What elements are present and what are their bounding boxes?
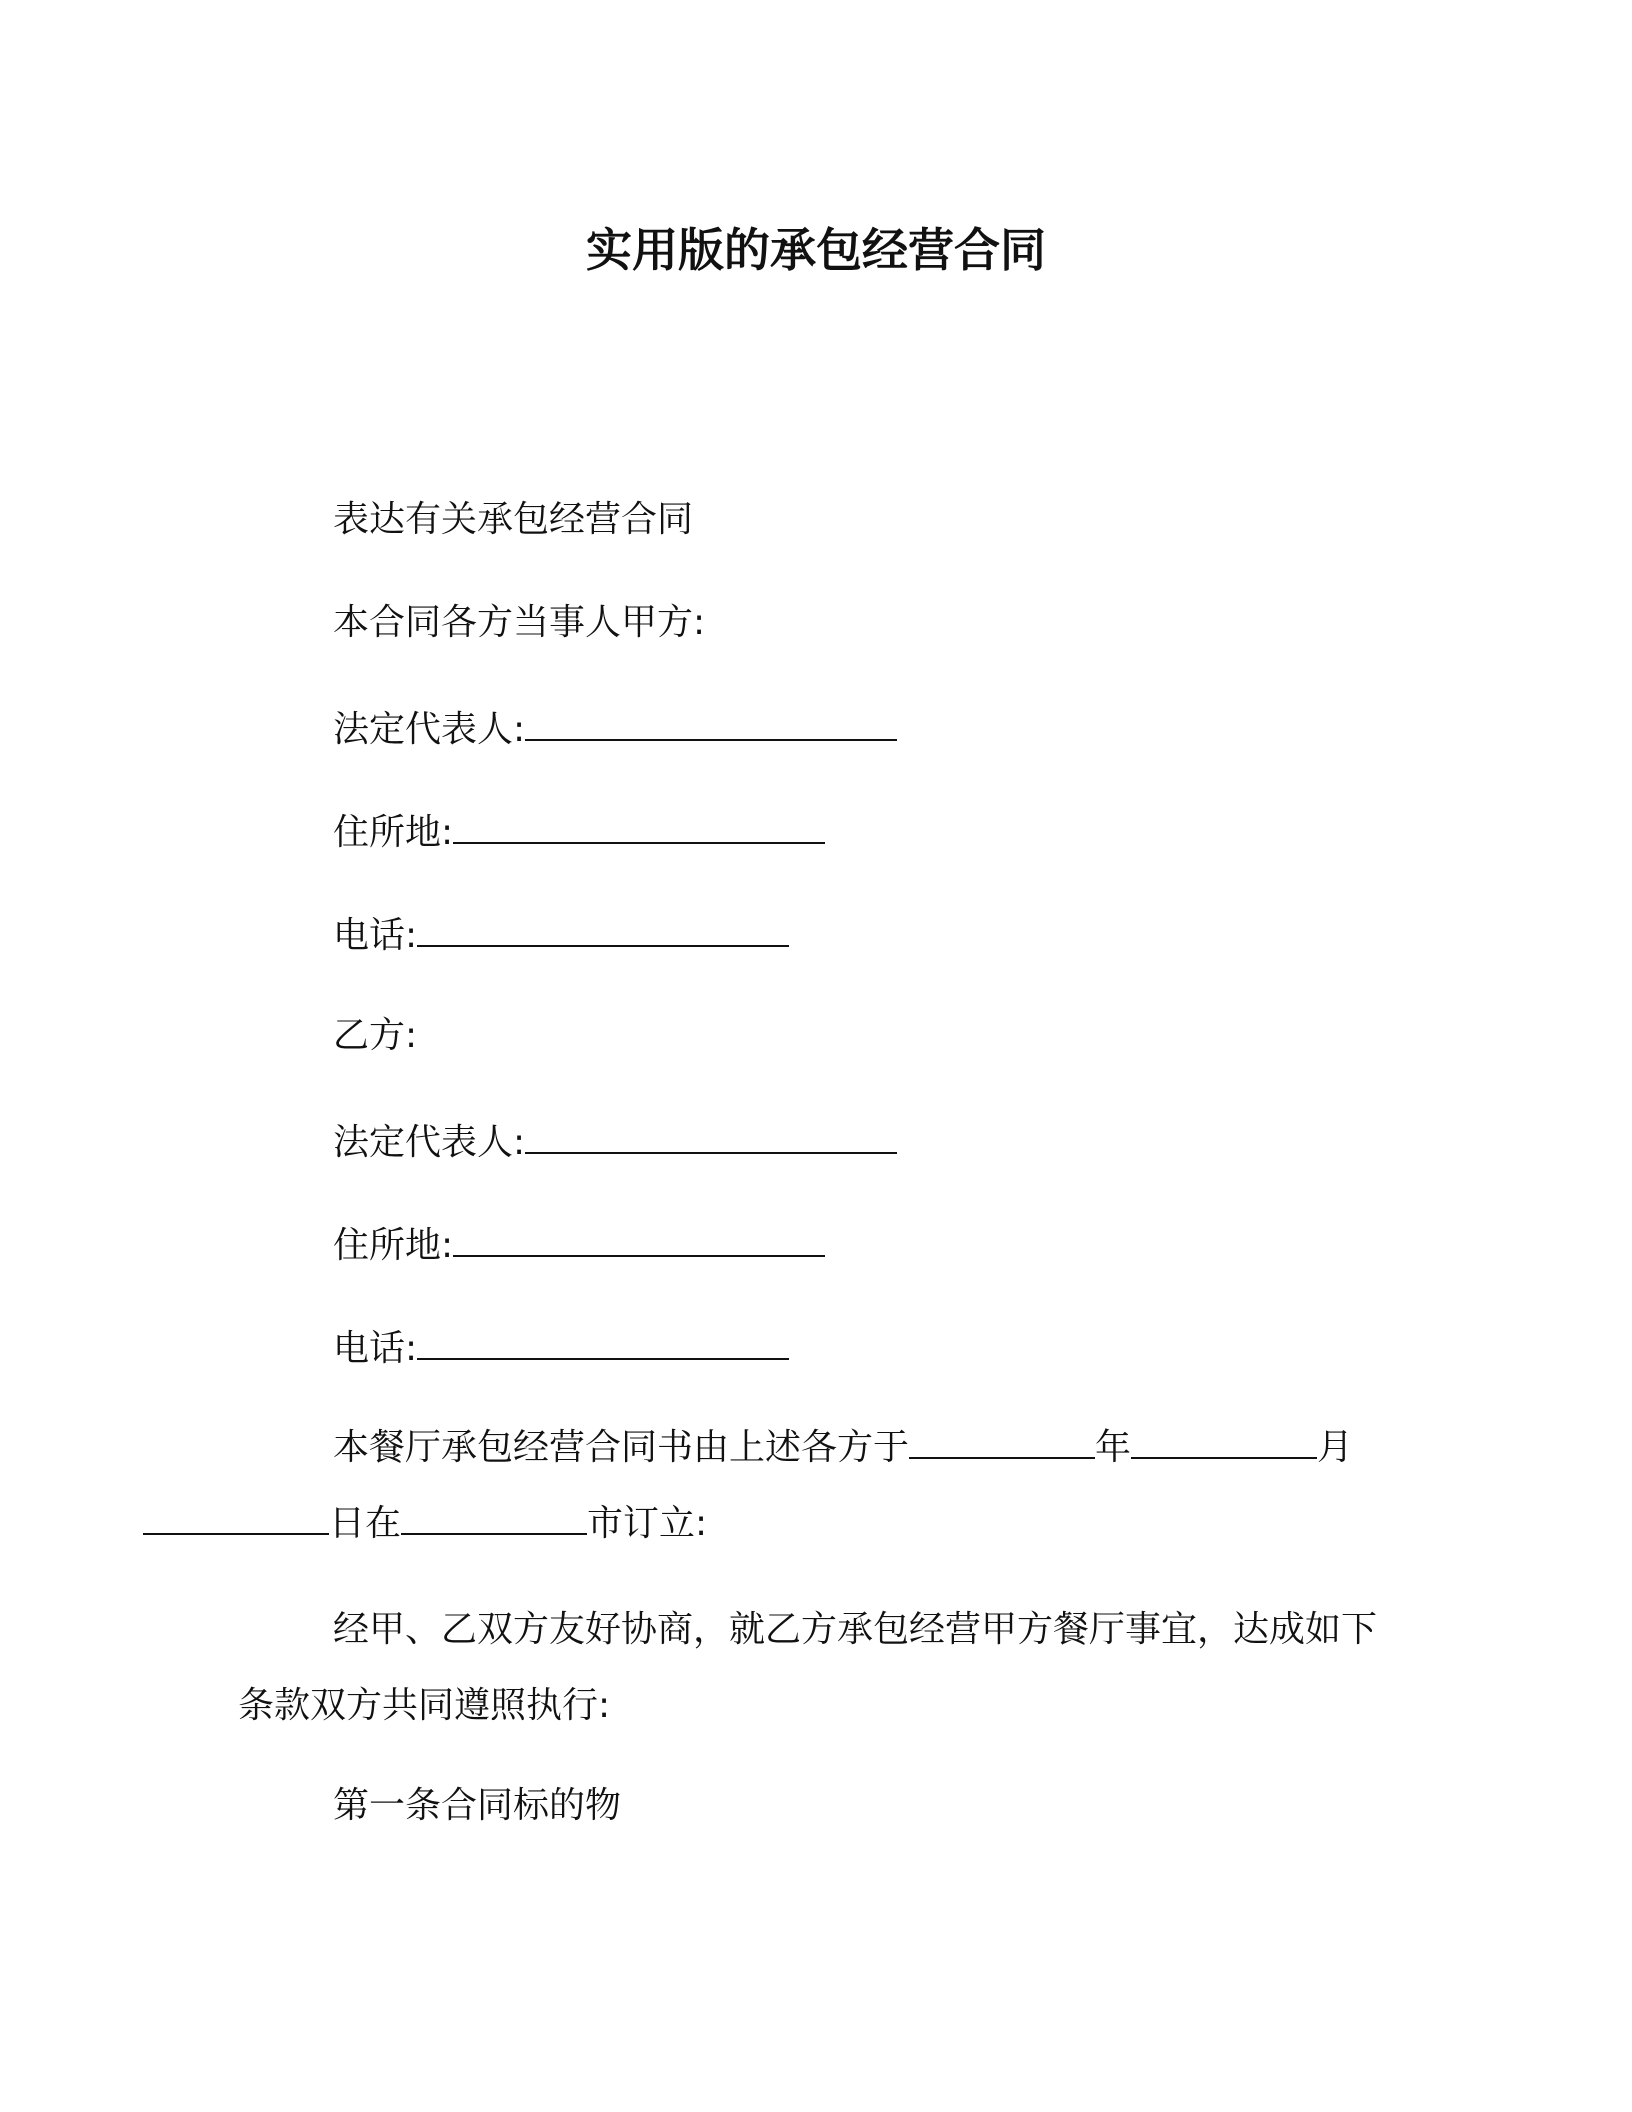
party-b-phone-label: 电话:: [333, 1328, 418, 1369]
signing-year-blank: [909, 1423, 1095, 1459]
party-b-rep-field: [333, 1118, 897, 1165]
document-title: 实用版的承包经营合同: [586, 223, 1046, 277]
party-a-rep-label: 法定代表人:: [333, 709, 526, 750]
party-b-address-blank: [453, 1221, 825, 1257]
party-a-phone-blank: [417, 911, 789, 947]
signing-city-blank: [401, 1499, 587, 1535]
party-b-address-label: 住所地:: [333, 1225, 454, 1266]
party-b-phone-blank: [417, 1324, 789, 1360]
signing-paragraph: [238, 1410, 1378, 1562]
signing-day-blank: [143, 1499, 329, 1535]
signing-month-blank: [1131, 1423, 1317, 1459]
party-a-rep-blank: [525, 705, 897, 741]
party-a-rep-field: [333, 705, 897, 752]
party-b-rep-blank: [525, 1118, 897, 1154]
party-a-address-field: [333, 808, 825, 855]
party-a-address-label: 住所地:: [333, 812, 454, 853]
party-a-phone-label: 电话:: [333, 915, 418, 956]
party-b-address-field: [333, 1221, 825, 1268]
signing-month-label: 月: [1317, 1427, 1354, 1468]
article-1-heading: 第一条合同标的物: [333, 1785, 622, 1826]
party-b-heading: 乙方:: [333, 1015, 418, 1056]
signing-prefix: 本餐厅承包经营合同书由上述各方于: [333, 1427, 910, 1468]
party-a-phone-field: [333, 911, 789, 958]
party-b-phone-field: [333, 1324, 789, 1371]
parties-heading: 本合同各方当事人甲方:: [333, 602, 706, 643]
party-b-rep-label: 法定代表人:: [333, 1122, 526, 1163]
party-a-address-blank: [453, 808, 825, 844]
signing-day-label: 日在: [329, 1503, 402, 1544]
intro-line: 表达有关承包经营合同: [333, 499, 694, 540]
signing-year-label: 年: [1095, 1427, 1132, 1468]
agreement-paragraph: 经甲、乙双方友好协商，就乙方承包经营甲方餐厅事宜，达成如下条款双方共同遵照执行:: [238, 1609, 1378, 1726]
signing-suffix: 市订立:: [587, 1503, 708, 1544]
